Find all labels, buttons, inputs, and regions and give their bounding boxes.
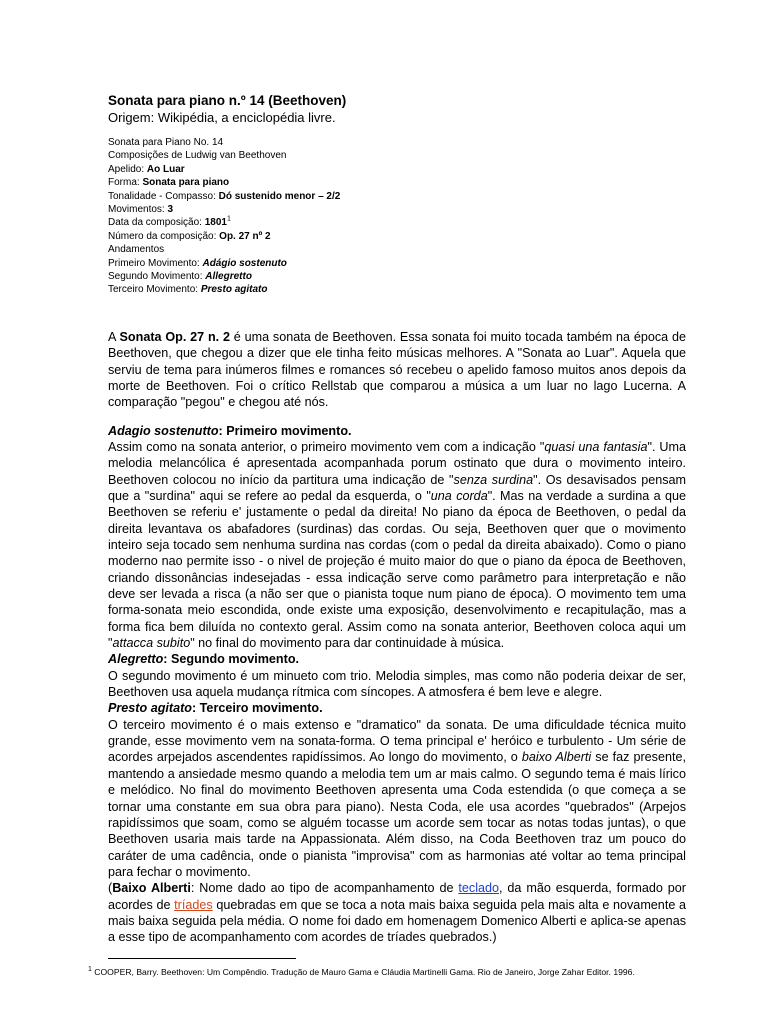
infobox — [108, 136, 686, 297]
footnote-ref[interactable]: 1 — [226, 216, 231, 224]
infobox-first-movement: Primeiro Movimento: Adágio sostenuto — [108, 257, 287, 269]
alberti-note: (Baixo Alberti: Nome dado ao tipo de acompanhamento de teclado, da mão esquerda, formado por acordes de tríades quebradas em que se toca a nota mais baixa seguida pela mais alta e novamente a mais baixa seguida pela média. O nome foi dado em homenagem Domenico Alberti e aplica-se apenas a esse tipo de acompanhamento com acordes de tríades quebrados.) — [108, 881, 686, 945]
footnote-divider — [108, 958, 296, 959]
document-page — [108, 92, 686, 946]
infobox-second-movement: Segundo Movimento: Allegretto — [108, 271, 252, 283]
movement1-heading: Adagio sostenutto: Primeiro movimento. — [108, 423, 352, 438]
infobox-movements: Movimentos: 3 — [108, 204, 174, 216]
infobox-key: Tonalidade - Compasso: Dó sustenido menor – 2/2 — [108, 190, 341, 202]
triades-link[interactable]: tríades — [174, 897, 213, 912]
infobox-form: Forma: Sonata para piano — [108, 177, 230, 189]
footnote-text: COOPER, Barry. Beethoven: Um Compêndio. Tradução de Mauro Gama e Cláudia Martinelli Gama. Rio de Janeiro, Jorge Zahar Editor. 1996. — [91, 967, 635, 977]
intro-paragraph: A Sonata Op. 27 n. 2 é uma sonata de Beethoven. Essa sonata foi muito tocada também na época de Beethoven, que chegou a dizer que ele tinha feito músicas melhores. A "Sonata ao Luar". Aquela que serviu de tema para inúmeros filmes e romances só recebeu o apelido famoso muitos anos depois da morte de Beethoven. Foi o crítico Rellstab que comparou a música a um luar no lago Lucerna. A comparação "pegou" e chegou até nós. — [108, 329, 686, 410]
infobox-nickname: Apelido: Ao Luar — [108, 163, 185, 175]
teclado-link[interactable]: teclado — [458, 881, 500, 896]
infobox-composer: Composições de Ludwig van Beethoven — [108, 150, 287, 162]
movement1-paragraph: Assim como na sonata anterior, o primeiro movimento vem com a indicação "quasi una fantasia". Uma melodia melancólica é apresentada acompanhada porum ostinato que dura o movimento inteiro. Beethoven colocou no início da partitura uma indicação de "senza surdina". Os desavisados pensam que a "surdina" aqui se refere ao pedal da esquerda, o "una corda". Mas na verdade a surdina a que Beethoven se referiu e' justamente o pedal da direita! No piano da época de Beethoven, o pedal da direita levantava os abafadores (surdinas) das cordas. Ou seja, Beethoven quer que o movimento inteiro seja tocado sem nenhuma surdina nas cordas (com o pedal da direita abaixado). Como o piano moderno nao permite isso - o nivel de projeção é muito maior do que o piano da época de Beethoven, criando dissonâncias indesejadas - essa indicação serve como parâmetro para interpretação e não deve ser levada a risca (a não ser que o pianista toque num piano de época). O movimento tem uma forma-sonata meio escondida, onde existe uma exposição, desenvolvimento e recapitulação, mas a forma fica bem diluída no contexto geral. Assim como na sonata anterior, Beethoven coloca aqui um "attacca subito" no final do movimento para dar continuidade à música. — [108, 439, 687, 651]
infobox-name: Sonata para Piano No. 14 — [108, 137, 224, 148]
footnote — [88, 966, 635, 978]
infobox-andamentos: Andamentos — [108, 244, 165, 256]
movement3-paragraph: O terceiro movimento é o mais extenso e "dramatico" da sonata. De uma dificuldade técnica muito grande, esse movimento vem na sonata-forma. O tema principal e' heróico e turbulento - Um série de acordes arpejados ascendentes rapidíssimos. Ao longo do movimento, o baixo Alberti se faz presente, mantendo a ansiedade mesmo quando a melodia tem um ar mais calmo. O segundo tema é mais lírico e melódico. No final do movimento Beethoven apresenta uma Coda estendida (o que começa a se tornar uma constante em sua obra para piano). Nesta Coda, ele usa acordes "quebrados" (Arpejos rapidíssimos que soam, como se alguém tocasse um acorde sem tocar as notas todas juntas), o que Beethoven usaria mais tarde na Appassionata. Além disso, na Coda Beethoven traz um pouco do caráter de uma cadência, onde o pianista "improvisa" com as harmonias até voltar ao tema principal para fechar o movimento. — [108, 717, 686, 879]
infobox-date: Data da composição: 1801$^1$ — [108, 216, 231, 229]
movement2-heading: Alegretto: Segundo movimento. — [108, 652, 300, 667]
infobox-number: Número da composição: Op. 27 nº 2 — [108, 230, 271, 242]
movement3-heading: Presto agitato: Terceiro movimento. — [108, 701, 323, 716]
source-line: Origem: Wikipédia, a enciclopédia livre. — [108, 110, 336, 125]
page-title: Sonata para piano n.º 14 (Beethoven) — [108, 93, 347, 108]
movement2-paragraph: O segundo movimento é um minueto com trio. Melodia simples, mas como não poderia deixar de ser, Beethoven usa aquela mudança rítmica com síncopes. A atmosfera é bem leve e alegre. — [108, 668, 686, 700]
infobox-third-movement: Terceiro Movimento: Presto agitato — [108, 284, 268, 296]
footnote-marker: 1 — [88, 966, 92, 974]
